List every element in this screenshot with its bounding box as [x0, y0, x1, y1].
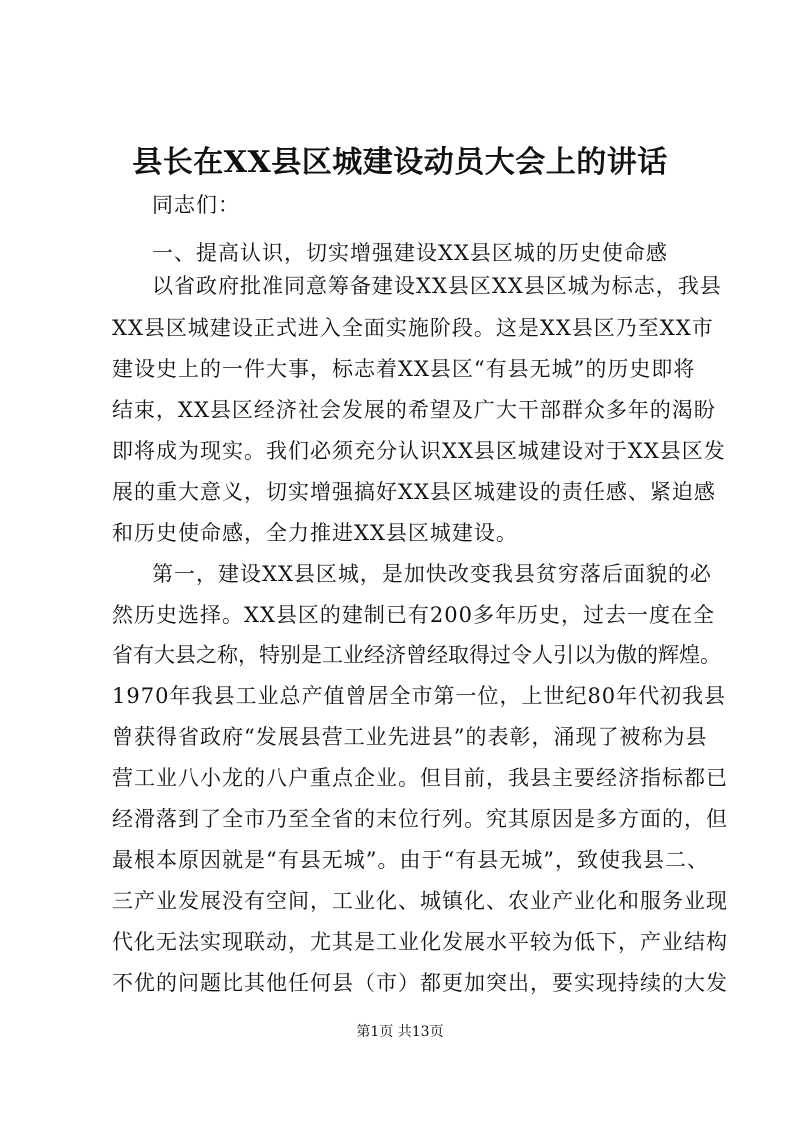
text-line: 建设史上的一件大事，标志着XX县区“有县无城”的历史即将: [112, 357, 696, 381]
text-line: 同志们：: [152, 193, 240, 217]
text-line: 以省政府批准同意筹备建设XX县区XX县区城为标志，我县: [152, 274, 722, 298]
page-title: 县长在XX县区城建设动员大会上的讲话: [132, 145, 668, 180]
text-line: 省有大县之称，特别是工业经济曾经取得过令人引以为傲的辉煌。: [112, 643, 721, 667]
text-line: 即将成为现实。我们必须充分认识XX县区城建设对于XX县区发: [112, 439, 726, 463]
text-line: 展的重大意义，切实增强搞好XX县区城建设的责任感、紧迫感: [112, 480, 716, 504]
text-line: 和历史使命感，全力推进XX县区城建设。: [112, 521, 518, 545]
text-line: 经滑落到了全市乃至全省的末位行列。究其原因是多方面的，但: [112, 807, 728, 831]
text-line: 不优的问题比其他任何县（市）都更加突出，要实现持续的大发: [112, 971, 728, 995]
text-line: 曾获得省政府“发展县营工业先进县”的表彰，涌现了被称为县: [112, 725, 708, 749]
page-footer: 第1页 共13页: [356, 1024, 444, 1040]
text-line: 营工业八小龙的八户重点企业。但目前，我县主要经济指标都已: [112, 766, 728, 790]
text-line: 一、提高认识，切实增强建设XX县区城的历史使命感: [152, 241, 668, 265]
text-line: 代化无法实现联动，尤其是工业化发展水平较为低下，产业结构: [112, 930, 728, 954]
text-line: 第一，建设XX县区城，是加快改变我县贫穷落后面貌的必: [152, 562, 712, 586]
text-line: 结束，XX县区经济社会发展的希望及广大干部群众多年的渴盼: [112, 398, 716, 422]
text-line: 1970年我县工业总产值曾居全市第一位，上世纪80年代初我县: [112, 684, 727, 708]
text-line: 三产业发展没有空间，工业化、城镇化、农业产业化和服务业现: [112, 889, 728, 913]
text-line: XX县区城建设正式进入全面实施阶段。这是XX县区乃至XX市: [112, 316, 714, 340]
text-line: 最根本原因就是“有县无城”。由于“有县无城”，致使我县二、: [112, 848, 709, 872]
text-line: 然历史选择。XX县区的建制已有200多年历史，过去一度在全: [112, 603, 715, 627]
